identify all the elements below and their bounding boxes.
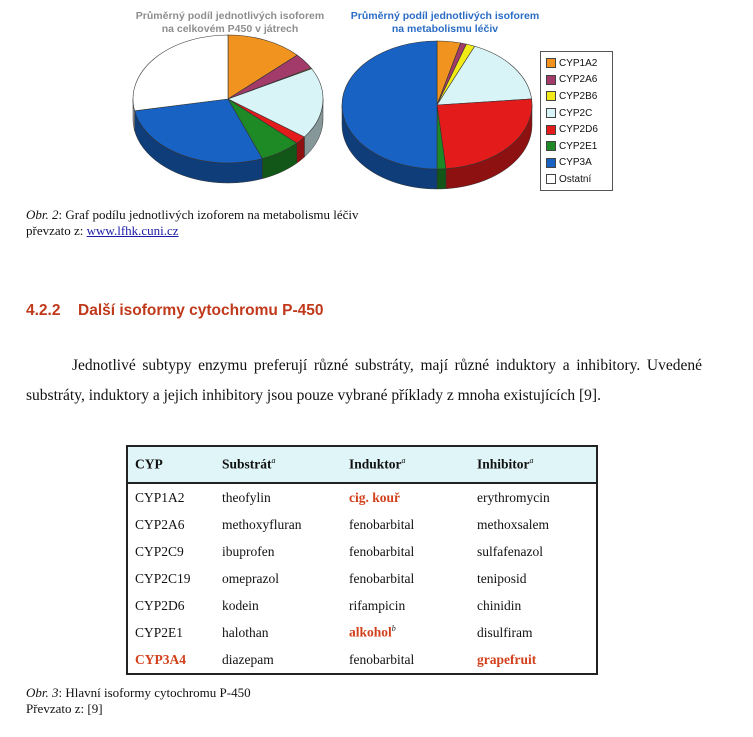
figure-2-label: Obr. 2 — [26, 207, 59, 222]
header-substrate: Substrát$^a$ — [215, 446, 342, 483]
cell-cyp: CYP2D6 — [135, 597, 185, 613]
section-number: 4.2.2 — [26, 302, 61, 319]
chart-legend — [540, 51, 613, 191]
cell-inhibitor: disulfiram — [477, 624, 533, 640]
header-cyp: CYP — [127, 446, 215, 483]
pie-chart-metabolism — [342, 41, 532, 189]
legend-label: CYP2B6 — [559, 90, 598, 102]
legend-swatch — [546, 174, 556, 184]
figure-2 — [0, 0, 753, 200]
legend-swatch — [546, 158, 556, 168]
cell-inductor: rifampicin — [349, 597, 406, 613]
figure-3-label: Obr. 3 — [26, 685, 59, 700]
figure-3-caption-text: : Hlavní isoformy cytochromu P-450 — [58, 685, 251, 700]
legend-swatch — [546, 125, 556, 135]
table-row — [127, 538, 597, 565]
pie-chart-liver — [133, 35, 323, 183]
isoforms-table — [126, 445, 598, 675]
table-row — [127, 511, 597, 538]
pie-chart-title-metabolism: Průměrný podíl jednotlivých isoforem na metabolismu léčiv — [350, 10, 540, 35]
cell-cyp: CYP2C9 — [135, 543, 184, 559]
legend-item — [546, 121, 608, 138]
legend-label: CYP3A — [559, 157, 592, 169]
legend-swatch — [546, 58, 556, 68]
cell-inhibitor: grapefruit — [477, 651, 537, 667]
figure-3-source-text: Převzato z: [9] — [26, 701, 103, 716]
pie-slice-side — [437, 169, 446, 189]
section-heading — [26, 302, 324, 320]
cell-substrate: ibuprofen — [222, 543, 275, 559]
figure-3-source — [26, 701, 103, 716]
table-row — [127, 619, 597, 646]
table-row — [127, 646, 597, 674]
table-row — [127, 592, 597, 619]
pie-chart-title-liver: Průměrný podíl jednotlivých isoforem na celkovém P450 v játrech — [135, 10, 325, 35]
cell-inductor: cig. kouř — [349, 489, 401, 505]
cell-substrate: theofylin — [222, 489, 271, 505]
cell-inhibitor: sulfafenazol — [477, 543, 543, 559]
cell-substrate: kodein — [222, 597, 259, 613]
legend-item — [546, 171, 608, 188]
table-header-row — [127, 446, 597, 483]
cell-cyp: CYP2A6 — [135, 516, 185, 532]
legend-item — [546, 88, 608, 105]
cell-inhibitor: teniposid — [477, 570, 527, 586]
cell-cyp: CYP1A2 — [135, 489, 185, 505]
cell-inductor: fenobarbital — [349, 543, 415, 559]
cell-substrate: methoxyfluran — [222, 516, 302, 532]
header-inhibitor: Inhibitor$^a$ — [470, 446, 597, 483]
cell-inductor: fenobarbital — [349, 570, 415, 586]
legend-label: CYP2E1 — [559, 140, 598, 152]
cell-substrate: diazepam — [222, 651, 274, 667]
legend-swatch — [546, 108, 556, 118]
figure-2-caption — [26, 207, 359, 222]
legend-label: CYP2D6 — [559, 124, 598, 136]
legend-item — [546, 138, 608, 155]
section-title: Další isoformy cytochromu P-450 — [78, 302, 324, 319]
cell-inductor: alkohol$^b$ — [349, 624, 396, 640]
table-row — [127, 483, 597, 511]
header-inductor: Induktor$^a$ — [342, 446, 470, 483]
legend-item — [546, 105, 608, 122]
cell-substrate: halothan — [222, 624, 269, 640]
cell-inductor: fenobarbital — [349, 651, 415, 667]
cell-inhibitor: chinidin — [477, 597, 522, 613]
legend-swatch — [546, 75, 556, 85]
cell-cyp: CYP2E1 — [135, 624, 184, 640]
cell-inhibitor: erythromycin — [477, 489, 550, 505]
legend-item — [546, 155, 608, 172]
legend-swatch — [546, 91, 556, 101]
legend-label: CYP1A2 — [559, 57, 598, 69]
cell-cyp: CYP2C19 — [135, 570, 191, 586]
cell-cyp: CYP3A4 — [135, 651, 186, 667]
table-row — [127, 565, 597, 592]
pie-slice — [133, 35, 228, 111]
legend-swatch — [546, 141, 556, 151]
source-label: převzato z: — [26, 223, 87, 238]
legend-label: CYP2A6 — [559, 74, 598, 86]
legend-item — [546, 72, 608, 89]
figure-2-source — [26, 223, 179, 238]
source-link[interactable]: www.lfhk.cuni.cz — [86, 223, 179, 238]
pie-charts — [0, 0, 540, 200]
legend-item — [546, 55, 608, 72]
figure-2-caption-text: : Graf podílu jednotlivých izoforem na metabolismu léčiv — [58, 207, 359, 222]
legend-label: CYP2C — [559, 107, 593, 119]
legend-label: Ostatní — [559, 173, 592, 185]
cell-substrate: omeprazol — [222, 570, 279, 586]
figure-3-caption — [26, 685, 251, 700]
body-paragraph: Jednotlivé subtypy enzymu preferují různé substráty, mají různé induktory a inhibitory. Uvedené substráty, induktory a jejich inhibitory jsou pouze vybrané příklady z mnoha existujících [9]. — [26, 357, 702, 404]
cell-inductor: fenobarbital — [349, 516, 415, 532]
cell-inhibitor: methoxsalem — [477, 516, 549, 532]
